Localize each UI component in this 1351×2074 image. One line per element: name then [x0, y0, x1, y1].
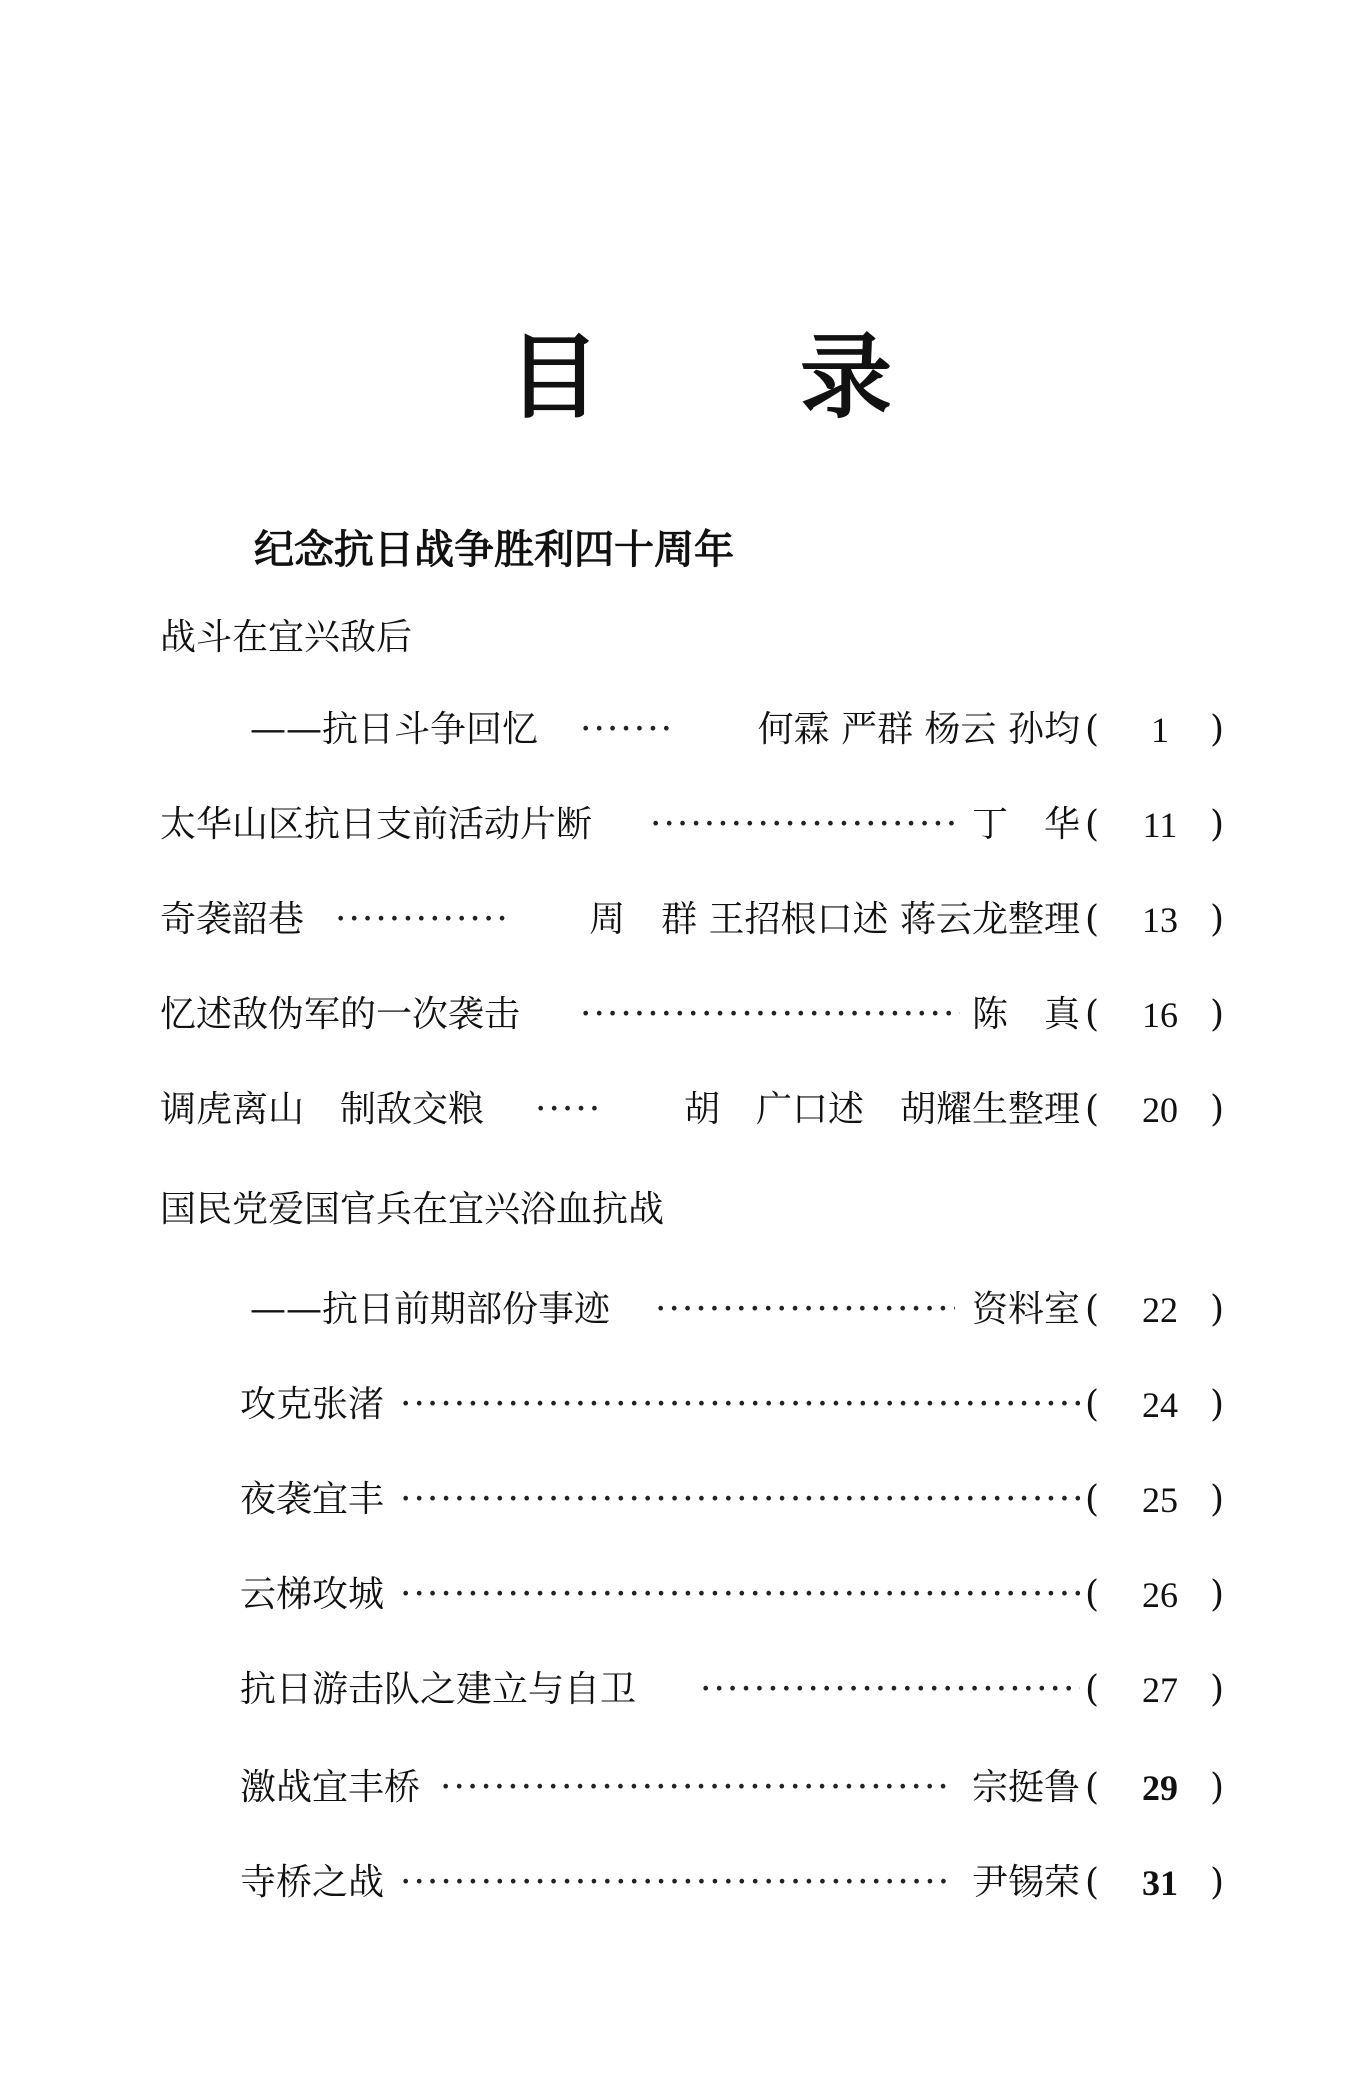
leader-dots [440, 1758, 950, 1818]
leader-dots [700, 1660, 1080, 1720]
entry-author: 宗挺鲁 [971, 1767, 1080, 1808]
entry-page: 27 [1142, 1670, 1178, 1710]
toc-entry: ——抗日斗争回忆 ····· 何霖 严群 杨云 孙均 ( 1 ) [250, 700, 1250, 760]
entry-author: 丁 华 [971, 804, 1080, 845]
entry-title: 奇袭韶巷 [160, 899, 305, 940]
toc-entry: 云梯攻城 ····· ( 26 ) [240, 1565, 1260, 1625]
entry-title: 抗日游击队之建立与自卫 [240, 1669, 637, 1710]
toc-entry [160, 1180, 1260, 1240]
entry-title: 太华山区抗日支前活动片断 [160, 804, 593, 845]
entry-page: 25 [1142, 1480, 1178, 1520]
toc-entry: 寺桥之战 ····· 尹锡荣 ( 31 ) [240, 1853, 1260, 1913]
leader-dots [650, 795, 960, 855]
entry-title: 寺桥之战 [240, 1862, 385, 1903]
leader-dots [535, 1080, 605, 1140]
entry-page: 26 [1142, 1575, 1178, 1615]
entry-title: 战斗在宜兴敌后 [160, 617, 413, 658]
toc-entry: 激战宜丰桥 ····· 宗挺鲁 ( 29 ) [240, 1758, 1260, 1818]
toc-entry: 忆述敌伪军的一次袭击 ····· 陈 真 ( 16 ) [160, 985, 1260, 1045]
leader-dots [400, 1470, 1080, 1530]
entry-page: 24 [1142, 1385, 1178, 1425]
leader-dots [400, 1375, 1080, 1435]
title-char-1: 目 [508, 324, 601, 431]
entry-title: 攻克张渚 [240, 1384, 385, 1425]
entry-page: 16 [1142, 995, 1178, 1035]
toc-entry: 攻克张渚 ····· ( 24 ) [240, 1375, 1260, 1435]
toc-entry: 奇袭韶巷 ····· 周 群 王招根口述 蒋云龙整理 ( 13 ) [160, 890, 1260, 950]
entry-title: 调虎离山 制敌交粮 [160, 1089, 485, 1130]
entry-page: 13 [1142, 900, 1178, 940]
toc-entry [160, 608, 1260, 668]
entry-title: 国民党爱国官兵在宜兴浴血抗战 [160, 1189, 665, 1230]
entry-title: 夜袭宜丰 [240, 1479, 385, 1520]
leader-dots [580, 985, 960, 1045]
leader-dots [335, 890, 510, 950]
title-char-2: 录 [800, 324, 893, 431]
entry-page: 11 [1142, 805, 1178, 845]
toc-entry: ——抗日前期部份事迹 ····· 资料室 ( 22 ) [250, 1280, 1260, 1340]
entry-title: 激战宜丰桥 [240, 1767, 421, 1808]
entry-title: ——抗日斗争回忆 [250, 709, 539, 750]
toc-entry: 调虎离山 制敌交粮 ····· 胡 广口述 胡耀生整理 ( 20 ) [160, 1080, 1260, 1140]
toc-entry: 太华山区抗日支前活动片断 ····· 丁 华 ( 11 ) [160, 795, 1260, 855]
entry-title: 云梯攻城 [240, 1574, 385, 1615]
entry-title: 忆述敌伪军的一次袭击 [160, 994, 521, 1035]
entry-author: 周 群 王招根口述 蒋云龙整理 [589, 899, 1080, 940]
section-heading: 纪念抗日战争胜利四十周年 [254, 527, 734, 573]
leader-dots [655, 1280, 955, 1340]
leader-dots [400, 1565, 1080, 1625]
entry-author: 资料室 [971, 1289, 1080, 1330]
entry-page: 22 [1142, 1290, 1178, 1330]
entry-author: 陈 真 [971, 994, 1080, 1035]
entry-page: 20 [1142, 1090, 1178, 1130]
leader-dots [580, 700, 670, 760]
entry-page: 29 [1142, 1768, 1178, 1808]
leader-dots [400, 1853, 950, 1913]
entry-title: ——抗日前期部份事迹 [250, 1289, 611, 1330]
entry-page: 1 [1151, 710, 1169, 750]
page-title [0, 318, 1351, 438]
entry-author: 胡 广口述 胡耀生整理 [683, 1089, 1080, 1130]
entry-author: 尹锡荣 [971, 1862, 1080, 1903]
toc-entry: 抗日游击队之建立与自卫 ····· ( 27 ) [240, 1660, 1260, 1720]
entry-author: 何霖 严群 杨云 孙均 [757, 709, 1080, 750]
entry-page: 31 [1142, 1863, 1178, 1903]
toc-entry: 夜袭宜丰 ····· ( 25 ) [240, 1470, 1260, 1530]
